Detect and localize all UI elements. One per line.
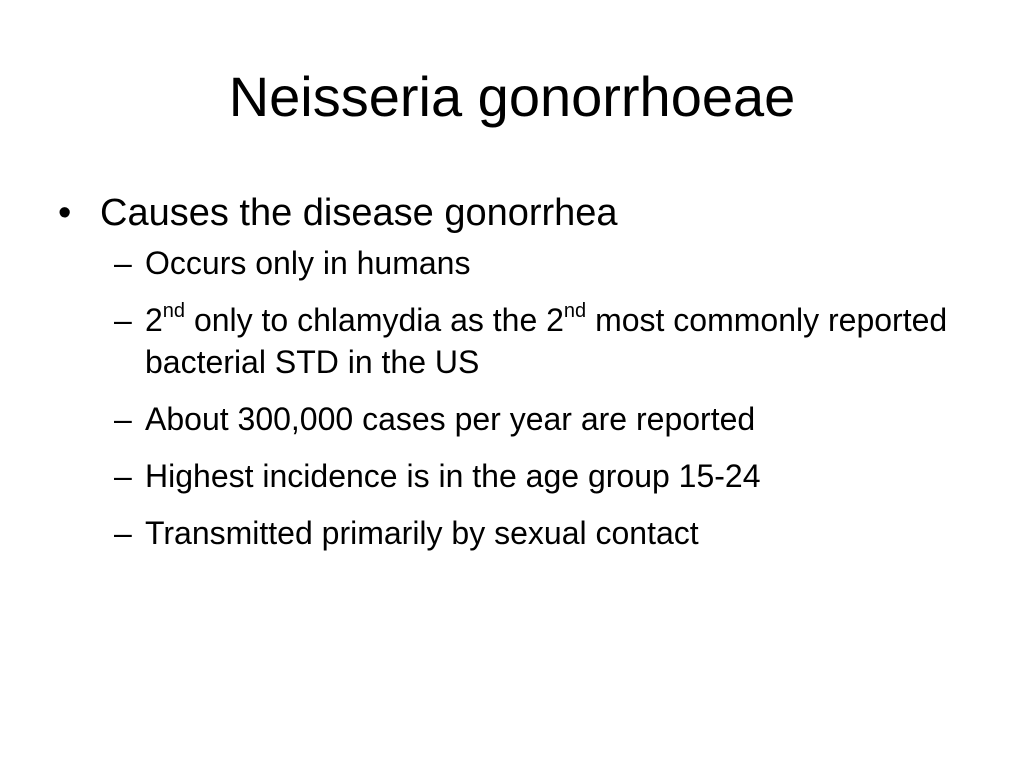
text-part: 2: [145, 302, 163, 338]
sub-bullet-item: [58, 299, 978, 383]
dash-marker: –: [114, 245, 132, 281]
slide-title: Neisseria gonorrhoeae: [228, 65, 796, 128]
sub-bullet-text: About 300,000 cases per year are reported: [145, 401, 756, 437]
sub-bullet-item: [58, 512, 978, 554]
sub-bullet-text: Occurs only in humans: [145, 245, 471, 281]
sub-bullet-item: [58, 398, 978, 440]
bullet-text: Causes the disease gonorrhea: [100, 192, 618, 234]
slide-body: [58, 188, 978, 569]
sub-bullet-item: [58, 242, 978, 284]
sub-bullet-text: Transmitted primarily by sexual contact: [145, 515, 699, 551]
dash-marker: –: [114, 302, 132, 338]
bullet-item: [58, 188, 978, 238]
superscript: nd: [563, 300, 587, 323]
bullet-marker: •: [58, 192, 72, 234]
dash-marker: –: [114, 515, 132, 551]
sub-bullet-text: Highest incidence is in the age group 15-24: [145, 458, 761, 494]
sub-bullet-text: [145, 302, 947, 380]
sub-bullet-item: [58, 455, 978, 497]
superscript: nd: [162, 300, 186, 323]
text-part: most commonly reported bacterial STD in the US: [145, 302, 948, 380]
sub-bullet-list: [58, 242, 978, 554]
text-part: only to chlamydia as the 2: [185, 302, 564, 338]
dash-marker: –: [114, 458, 132, 494]
dash-marker: –: [114, 401, 132, 437]
